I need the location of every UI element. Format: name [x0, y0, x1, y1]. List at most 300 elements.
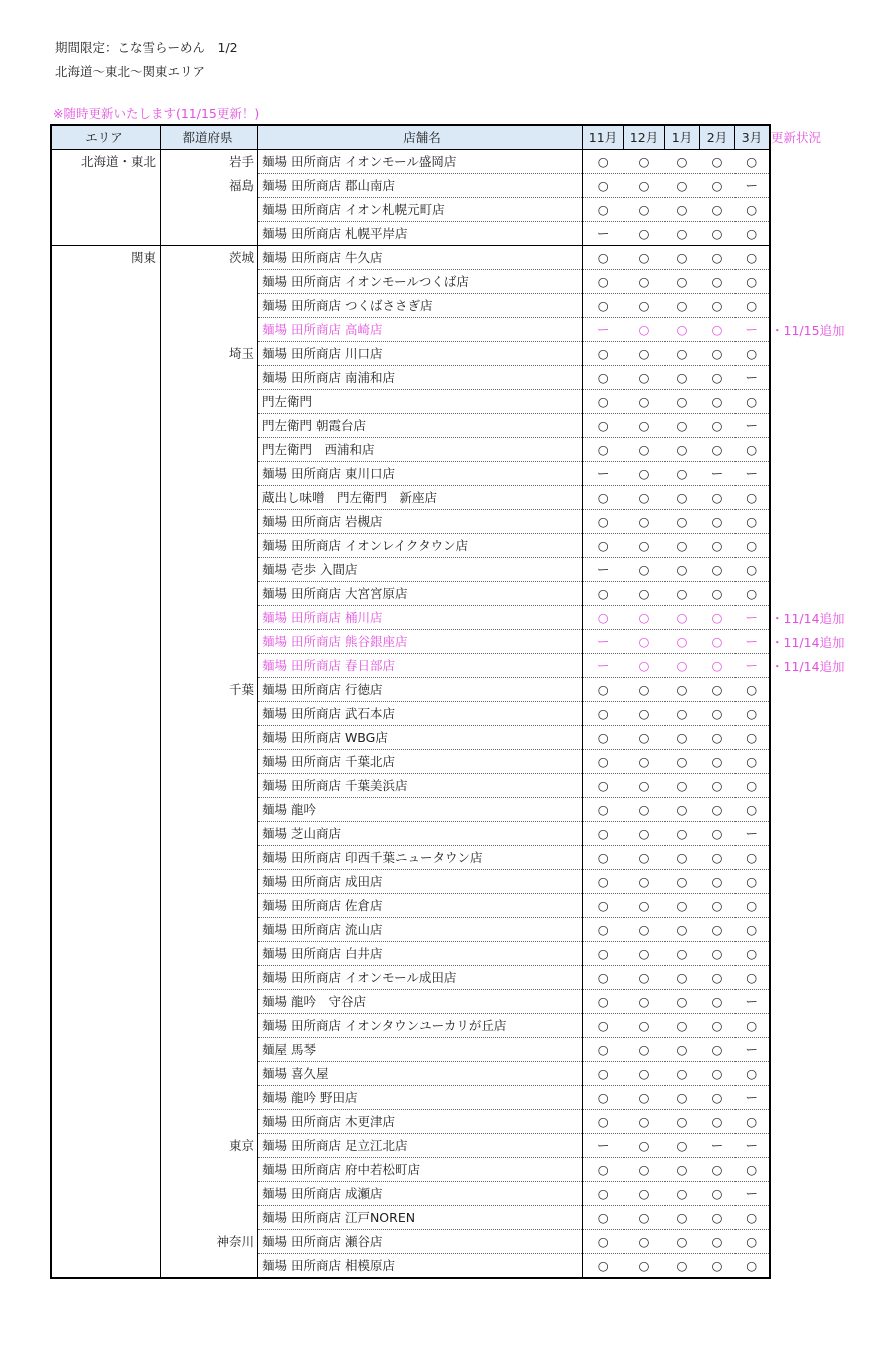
availability-cell: ー — [583, 318, 624, 342]
table-row — [51, 654, 770, 678]
area-cell — [51, 1134, 161, 1158]
table-row — [51, 870, 770, 894]
availability-cell: ○ — [700, 174, 735, 198]
status-note: ・11/14追加 — [771, 635, 845, 650]
availability-cell: ○ — [665, 942, 700, 966]
col-header-area: エリア — [51, 125, 161, 150]
store-name-cell: 麺場 田所商店 南浦和店 — [258, 366, 583, 390]
update-note: ※随時更新いたします(11/15更新！) — [53, 106, 260, 121]
store-name-cell: 麺場 龍吟 野田店 — [258, 1086, 583, 1110]
availability-cell: ○ — [583, 1230, 624, 1254]
col-header-month: 11月 — [583, 125, 624, 150]
prefecture-cell — [161, 990, 258, 1014]
availability-cell: ○ — [583, 822, 624, 846]
availability-cell: ○ — [583, 894, 624, 918]
table-row — [51, 942, 770, 966]
table-row — [51, 966, 770, 990]
availability-cell: ○ — [665, 870, 700, 894]
prefecture-cell — [161, 1182, 258, 1206]
availability-cell: ○ — [665, 582, 700, 606]
availability-cell: ○ — [624, 774, 665, 798]
availability-cell: ○ — [583, 966, 624, 990]
availability-cell: ○ — [624, 438, 665, 462]
area-cell — [51, 582, 161, 606]
prefecture-cell — [161, 1086, 258, 1110]
store-name-cell: 麺場 田所商店 イオンタウンユーカリが丘店 — [258, 1014, 583, 1038]
prefecture-cell: 福島 — [161, 174, 258, 198]
availability-cell: ○ — [624, 990, 665, 1014]
availability-cell: ○ — [735, 534, 771, 558]
col-header-store: 店舗名 — [258, 125, 583, 150]
availability-cell: ○ — [700, 582, 735, 606]
prefecture-cell — [161, 1014, 258, 1038]
availability-cell: ー — [735, 822, 771, 846]
availability-cell: ○ — [583, 294, 624, 318]
prefecture-cell — [161, 534, 258, 558]
prefecture-cell — [161, 870, 258, 894]
area-cell — [51, 366, 161, 390]
table-row — [51, 990, 770, 1014]
availability-cell: ○ — [583, 414, 624, 438]
table-row — [51, 198, 770, 222]
col-header-month: 12月 — [624, 125, 665, 150]
prefecture-cell — [161, 390, 258, 414]
area-cell — [51, 486, 161, 510]
area-cell — [51, 894, 161, 918]
availability-cell: ー — [735, 174, 771, 198]
availability-cell: ○ — [624, 702, 665, 726]
availability-cell: ○ — [624, 1182, 665, 1206]
store-name-cell: 麺場 田所商店 印西千葉ニュータウン店 — [258, 846, 583, 870]
availability-cell: ○ — [735, 702, 771, 726]
availability-cell: ○ — [624, 414, 665, 438]
area-cell — [51, 534, 161, 558]
col-header-month: 1月 — [665, 125, 700, 150]
availability-cell: ー — [583, 630, 624, 654]
table-row — [51, 390, 770, 414]
availability-cell: ○ — [665, 1206, 700, 1230]
availability-cell: ー — [735, 414, 771, 438]
availability-cell: ○ — [665, 390, 700, 414]
prefecture-cell — [161, 558, 258, 582]
table-row — [51, 294, 770, 318]
store-availability-table — [50, 124, 771, 1279]
availability-cell: ○ — [583, 846, 624, 870]
area-cell — [51, 390, 161, 414]
store-name-cell: 麺場 田所商店 岩槻店 — [258, 510, 583, 534]
availability-cell: ○ — [624, 222, 665, 246]
availability-cell: ○ — [583, 270, 624, 294]
availability-cell: ー — [700, 462, 735, 486]
store-name-cell: 麺場 田所商店 高崎店 — [258, 318, 583, 342]
area-cell — [51, 774, 161, 798]
availability-cell: ○ — [700, 606, 735, 630]
availability-cell: ○ — [735, 726, 771, 750]
area-cell — [51, 462, 161, 486]
store-name-cell: 麺場 田所商店 イオンモール盛岡店 — [258, 150, 583, 174]
area-cell — [51, 1206, 161, 1230]
availability-cell: ○ — [700, 702, 735, 726]
table-row — [51, 270, 770, 294]
availability-cell: ○ — [700, 1206, 735, 1230]
availability-cell: ○ — [665, 798, 700, 822]
availability-cell: ○ — [665, 1230, 700, 1254]
prefecture-cell — [161, 1110, 258, 1134]
availability-cell: ○ — [665, 918, 700, 942]
store-name-cell: 麺場 壱歩 入間店 — [258, 558, 583, 582]
availability-cell: ○ — [665, 534, 700, 558]
availability-cell: ○ — [624, 486, 665, 510]
availability-cell: ○ — [624, 654, 665, 678]
table-row — [51, 582, 770, 606]
store-name-cell: 麺場 田所商店 春日部店 — [258, 654, 583, 678]
area-cell — [51, 678, 161, 702]
availability-cell: ○ — [700, 1038, 735, 1062]
area-cell — [51, 702, 161, 726]
availability-cell: ○ — [700, 966, 735, 990]
availability-cell: ○ — [624, 150, 665, 174]
availability-cell: ○ — [624, 174, 665, 198]
availability-cell: ○ — [735, 198, 771, 222]
availability-cell: ○ — [700, 486, 735, 510]
availability-cell: ○ — [700, 894, 735, 918]
store-name-cell: 麺場 田所商店 相模原店 — [258, 1254, 583, 1279]
availability-cell: ○ — [624, 294, 665, 318]
availability-cell: ○ — [700, 246, 735, 270]
availability-cell: ○ — [665, 510, 700, 534]
store-name-cell: 麺場 田所商店 足立江北店 — [258, 1134, 583, 1158]
area-cell — [51, 558, 161, 582]
availability-cell: ○ — [700, 750, 735, 774]
prefecture-cell — [161, 606, 258, 630]
store-name-cell: 麺場 田所商店 成田店 — [258, 870, 583, 894]
status-note: ・11/15追加 — [771, 323, 845, 338]
availability-cell: ○ — [735, 966, 771, 990]
availability-cell: ○ — [624, 1038, 665, 1062]
availability-cell: ○ — [665, 654, 700, 678]
availability-cell: ○ — [624, 1134, 665, 1158]
table-row — [51, 438, 770, 462]
table-row — [51, 1206, 770, 1230]
table-row — [51, 894, 770, 918]
availability-cell: ○ — [624, 1062, 665, 1086]
page-subtitle: 北海道〜東北〜関東エリア — [55, 64, 206, 79]
area-cell — [51, 1110, 161, 1134]
availability-cell: ○ — [735, 342, 771, 366]
prefecture-cell — [161, 318, 258, 342]
store-name-cell: 麺場 田所商店 武石本店 — [258, 702, 583, 726]
availability-cell: ○ — [735, 678, 771, 702]
table-row — [51, 318, 770, 342]
availability-cell: ○ — [624, 246, 665, 270]
table-row — [51, 174, 770, 198]
store-name-cell: 門左衛門 西浦和店 — [258, 438, 583, 462]
availability-cell: ○ — [735, 1062, 771, 1086]
table-row — [51, 246, 770, 270]
prefecture-cell — [161, 702, 258, 726]
availability-cell: ○ — [665, 1086, 700, 1110]
availability-cell: ○ — [624, 678, 665, 702]
availability-cell: ー — [735, 990, 771, 1014]
availability-cell: ○ — [700, 558, 735, 582]
availability-cell: ○ — [583, 1206, 624, 1230]
availability-cell: ○ — [583, 702, 624, 726]
availability-cell: ○ — [665, 1038, 700, 1062]
table-row — [51, 1230, 770, 1254]
table-row — [51, 918, 770, 942]
availability-cell: ○ — [665, 558, 700, 582]
availability-cell: ○ — [624, 726, 665, 750]
table-header-row — [51, 125, 770, 150]
availability-cell: ○ — [624, 270, 665, 294]
area-cell — [51, 846, 161, 870]
store-name-cell: 麺場 田所商店 川口店 — [258, 342, 583, 366]
availability-cell: ○ — [665, 774, 700, 798]
table-row — [51, 822, 770, 846]
prefecture-cell: 千葉 — [161, 678, 258, 702]
store-name-cell: 麺場 田所商店 つくばささぎ店 — [258, 294, 583, 318]
table-row — [51, 462, 770, 486]
availability-cell: ○ — [665, 894, 700, 918]
availability-cell: ○ — [624, 510, 665, 534]
store-name-cell: 麺場 田所商店 WBG店 — [258, 726, 583, 750]
availability-cell: ○ — [665, 270, 700, 294]
store-name-cell: 麺場 田所商店 イオン札幌元町店 — [258, 198, 583, 222]
area-cell — [51, 654, 161, 678]
table-row — [51, 846, 770, 870]
availability-cell: ○ — [700, 1182, 735, 1206]
availability-cell: ○ — [665, 414, 700, 438]
availability-cell: ○ — [665, 1182, 700, 1206]
availability-cell: ○ — [735, 870, 771, 894]
availability-cell: ○ — [700, 222, 735, 246]
availability-cell: ○ — [624, 1086, 665, 1110]
availability-cell: ○ — [735, 294, 771, 318]
prefecture-cell: 神奈川 — [161, 1230, 258, 1254]
prefecture-cell — [161, 510, 258, 534]
store-name-cell: 麺場 田所商店 札幌平岸店 — [258, 222, 583, 246]
availability-cell: ○ — [624, 1014, 665, 1038]
availability-cell: ○ — [700, 1158, 735, 1182]
store-name-cell: 麺場 田所商店 牛久店 — [258, 246, 583, 270]
availability-cell: ○ — [735, 390, 771, 414]
status-column-header: 更新状況 — [771, 130, 822, 145]
area-cell — [51, 438, 161, 462]
prefecture-cell — [161, 414, 258, 438]
availability-cell: ー — [583, 462, 624, 486]
availability-cell: ○ — [700, 846, 735, 870]
availability-cell: ○ — [665, 1158, 700, 1182]
availability-cell: ○ — [624, 630, 665, 654]
availability-cell: ○ — [624, 342, 665, 366]
availability-cell: ○ — [735, 1254, 771, 1279]
area-cell — [51, 870, 161, 894]
availability-cell: ○ — [735, 486, 771, 510]
availability-cell: ○ — [624, 846, 665, 870]
availability-cell: ○ — [665, 342, 700, 366]
availability-cell: ○ — [583, 486, 624, 510]
availability-cell: ○ — [735, 894, 771, 918]
availability-cell: ー — [735, 462, 771, 486]
table-row — [51, 1158, 770, 1182]
table-row — [51, 534, 770, 558]
status-note: ・11/14追加 — [771, 611, 845, 626]
store-name-cell: 麺場 田所商店 行徳店 — [258, 678, 583, 702]
availability-cell: ー — [583, 222, 624, 246]
table-row — [51, 726, 770, 750]
prefecture-cell — [161, 1158, 258, 1182]
availability-cell: ー — [735, 1038, 771, 1062]
availability-cell: ○ — [624, 798, 665, 822]
area-cell — [51, 918, 161, 942]
availability-cell: ー — [700, 1134, 735, 1158]
area-cell: 北海道・東北 — [51, 150, 161, 174]
availability-cell: ○ — [700, 318, 735, 342]
availability-cell: ○ — [583, 510, 624, 534]
availability-cell: ○ — [624, 942, 665, 966]
availability-cell: ○ — [700, 990, 735, 1014]
availability-cell: ○ — [665, 198, 700, 222]
table-row — [51, 630, 770, 654]
table-row — [51, 774, 770, 798]
store-name-cell: 蔵出し味噌 門左衛門 新座店 — [258, 486, 583, 510]
availability-cell: ー — [735, 1134, 771, 1158]
availability-cell: ○ — [624, 1158, 665, 1182]
availability-cell: ー — [583, 558, 624, 582]
availability-cell: ○ — [735, 1110, 771, 1134]
availability-cell: ○ — [583, 1110, 624, 1134]
availability-cell: ○ — [700, 1254, 735, 1279]
store-name-cell: 麺場 田所商店 府中若松町店 — [258, 1158, 583, 1182]
area-cell — [51, 942, 161, 966]
area-cell — [51, 990, 161, 1014]
availability-cell: ○ — [735, 798, 771, 822]
area-cell — [51, 1254, 161, 1279]
area-cell — [51, 270, 161, 294]
availability-cell: ○ — [624, 582, 665, 606]
table-row — [51, 414, 770, 438]
table-row — [51, 678, 770, 702]
availability-cell: ○ — [735, 510, 771, 534]
availability-cell: ○ — [700, 510, 735, 534]
availability-cell: ○ — [700, 390, 735, 414]
availability-cell: ○ — [583, 1158, 624, 1182]
availability-cell: ○ — [700, 822, 735, 846]
availability-cell: ○ — [624, 1110, 665, 1134]
prefecture-cell — [161, 822, 258, 846]
prefecture-cell — [161, 846, 258, 870]
availability-cell: ○ — [583, 390, 624, 414]
table-row — [51, 486, 770, 510]
area-cell — [51, 750, 161, 774]
store-name-cell: 麺場 田所商店 熊谷銀座店 — [258, 630, 583, 654]
store-name-cell: 麺場 龍吟 — [258, 798, 583, 822]
availability-cell: ○ — [583, 366, 624, 390]
availability-cell: ○ — [624, 966, 665, 990]
availability-cell: ○ — [665, 702, 700, 726]
prefecture-cell — [161, 726, 258, 750]
availability-cell: ○ — [624, 918, 665, 942]
area-cell — [51, 198, 161, 222]
availability-cell: ○ — [665, 174, 700, 198]
area-cell — [51, 342, 161, 366]
store-name-cell: 麺場 田所商店 イオンモールつくば店 — [258, 270, 583, 294]
table-body — [51, 150, 770, 1279]
availability-cell: ○ — [624, 606, 665, 630]
store-name-cell: 麺場 田所商店 瀬谷店 — [258, 1230, 583, 1254]
availability-cell: ○ — [735, 942, 771, 966]
area-cell — [51, 606, 161, 630]
availability-cell: ○ — [665, 1014, 700, 1038]
availability-cell: ○ — [624, 558, 665, 582]
availability-cell: ○ — [583, 438, 624, 462]
availability-cell: ○ — [583, 1086, 624, 1110]
availability-cell: ○ — [665, 846, 700, 870]
availability-cell: ○ — [700, 870, 735, 894]
availability-cell: ○ — [624, 1230, 665, 1254]
table-row — [51, 1110, 770, 1134]
prefecture-cell — [161, 1206, 258, 1230]
table-row — [51, 750, 770, 774]
prefecture-cell — [161, 654, 258, 678]
table-row — [51, 1182, 770, 1206]
availability-cell: ○ — [735, 558, 771, 582]
availability-cell: ○ — [583, 606, 624, 630]
availability-cell: ○ — [665, 606, 700, 630]
availability-cell: ○ — [700, 366, 735, 390]
store-name-cell: 麺場 田所商店 イオンレイクタウン店 — [258, 534, 583, 558]
availability-cell: ○ — [665, 630, 700, 654]
prefecture-cell: 岩手 — [161, 150, 258, 174]
availability-cell: ○ — [583, 990, 624, 1014]
table-row — [51, 342, 770, 366]
area-cell — [51, 1014, 161, 1038]
availability-cell: ○ — [700, 438, 735, 462]
page-title: 期間限定：こな雪らーめん 1/2 — [55, 40, 238, 55]
prefecture-cell — [161, 462, 258, 486]
availability-cell: ○ — [700, 198, 735, 222]
prefecture-cell — [161, 750, 258, 774]
store-name-cell: 麺場 田所商店 流山店 — [258, 918, 583, 942]
prefecture-cell — [161, 1254, 258, 1279]
prefecture-cell — [161, 894, 258, 918]
availability-cell: ○ — [583, 1014, 624, 1038]
availability-cell: ー — [583, 654, 624, 678]
area-cell — [51, 510, 161, 534]
prefecture-cell — [161, 294, 258, 318]
availability-cell: ○ — [583, 750, 624, 774]
availability-cell: ○ — [735, 1014, 771, 1038]
availability-cell: ○ — [700, 1110, 735, 1134]
availability-cell: ○ — [665, 486, 700, 510]
availability-cell: ー — [735, 654, 771, 678]
store-name-cell: 麺場 喜久屋 — [258, 1062, 583, 1086]
availability-cell: ○ — [665, 966, 700, 990]
table-row — [51, 1086, 770, 1110]
availability-cell: ○ — [700, 270, 735, 294]
availability-cell: ○ — [583, 342, 624, 366]
store-name-cell: 麺場 田所商店 東川口店 — [258, 462, 583, 486]
store-name-cell: 麺場 田所商店 大宮宮原店 — [258, 582, 583, 606]
store-name-cell: 麺場 田所商店 木更津店 — [258, 1110, 583, 1134]
prefecture-cell: 東京 — [161, 1134, 258, 1158]
availability-cell: ○ — [624, 894, 665, 918]
availability-cell: ○ — [665, 150, 700, 174]
availability-cell: ○ — [583, 918, 624, 942]
availability-cell: ○ — [700, 1230, 735, 1254]
prefecture-cell — [161, 222, 258, 246]
availability-cell: ○ — [624, 534, 665, 558]
